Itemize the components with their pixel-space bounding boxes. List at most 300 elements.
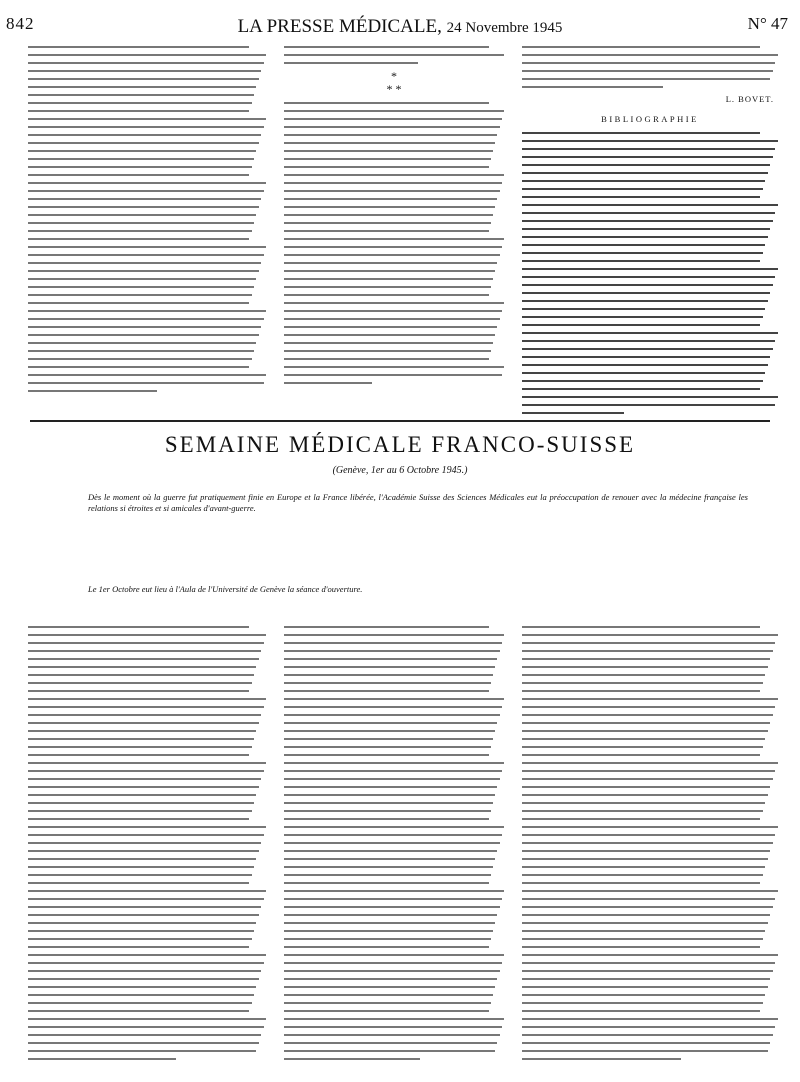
- text-line: [28, 802, 254, 804]
- text-line: [28, 834, 264, 836]
- text-line: [284, 682, 491, 684]
- text-line: [522, 284, 773, 286]
- text-line: [522, 212, 775, 214]
- section-rule: [30, 420, 770, 422]
- bibliography-heading: BIBLIOGRAPHIE: [601, 114, 699, 124]
- text-line: [28, 842, 261, 844]
- text-line: [28, 682, 252, 684]
- text-line: [522, 332, 778, 334]
- text-line: [28, 914, 259, 916]
- text-line: [284, 310, 502, 312]
- text-line: [522, 922, 768, 924]
- text-line: [284, 1002, 491, 1004]
- text-line: [28, 866, 254, 868]
- text-line: [522, 164, 770, 166]
- text-line: [522, 690, 760, 692]
- text-line: [522, 818, 760, 820]
- text-line: [284, 778, 500, 780]
- text-line: [522, 180, 765, 182]
- text-line: [522, 196, 760, 198]
- text-line: [522, 802, 765, 804]
- text-line: [284, 254, 500, 256]
- text-line: [284, 46, 489, 48]
- text-line: [284, 350, 491, 352]
- text-line: [28, 794, 256, 796]
- text-line: [284, 214, 493, 216]
- text-line: [28, 318, 264, 320]
- text-line: [522, 388, 760, 390]
- text-line: [522, 986, 768, 988]
- text-line: [522, 236, 768, 238]
- text-line: [522, 260, 760, 262]
- text-line: [28, 222, 254, 224]
- text-line: [28, 754, 249, 756]
- text-line: [28, 850, 259, 852]
- text-line: [284, 222, 491, 224]
- text-line: [28, 634, 266, 636]
- text-line: [28, 962, 264, 964]
- text-line: [522, 228, 770, 230]
- text-line: [28, 770, 264, 772]
- text-line: [28, 1010, 249, 1012]
- text-line: [284, 666, 495, 668]
- text-line: [28, 658, 259, 660]
- text-line: [522, 268, 778, 270]
- text-line: [284, 642, 502, 644]
- text-line: [284, 1010, 489, 1012]
- text-line: [28, 722, 259, 724]
- text-line: [522, 762, 778, 764]
- text-line: [284, 986, 495, 988]
- text-line: [284, 866, 493, 868]
- article-column-1: [28, 46, 266, 398]
- text-line: [522, 666, 768, 668]
- text-line: [522, 292, 770, 294]
- text-line: [28, 778, 261, 780]
- text-line: [284, 858, 495, 860]
- text-line: [284, 714, 500, 716]
- text-line: [284, 898, 502, 900]
- text-line: [522, 946, 760, 948]
- text-line: [28, 642, 264, 644]
- text-line: [522, 634, 778, 636]
- text-line: [522, 698, 778, 700]
- text-line: [522, 962, 775, 964]
- text-line: [28, 190, 264, 192]
- text-line: [28, 214, 256, 216]
- text-line: [284, 382, 372, 384]
- text-line: [28, 310, 266, 312]
- text-line: [522, 722, 770, 724]
- text-line: [522, 1050, 768, 1052]
- text-line: [28, 762, 266, 764]
- text-line: [28, 674, 254, 676]
- text-line: [284, 970, 500, 972]
- text-line: [284, 342, 493, 344]
- text-line: [28, 174, 249, 176]
- text-line: [522, 364, 768, 366]
- text-line: [28, 922, 256, 924]
- text-line: [522, 1002, 763, 1004]
- text-line: [522, 738, 765, 740]
- text-line: [28, 246, 266, 248]
- text-line: [522, 62, 775, 64]
- text-line: [284, 754, 489, 756]
- text-line: [284, 954, 504, 956]
- text-line: [28, 78, 259, 80]
- text-line: [28, 198, 261, 200]
- text-line: [522, 380, 763, 382]
- text-line: [284, 850, 497, 852]
- text-line: [28, 230, 252, 232]
- text-line: [28, 818, 249, 820]
- text-line: [284, 1058, 420, 1060]
- text-line: [284, 818, 489, 820]
- section-title: SEMAINE MÉDICALE FRANCO-SUISSE: [164, 432, 636, 457]
- text-line: [522, 674, 765, 676]
- text-line: [284, 286, 491, 288]
- text-line: [28, 954, 266, 956]
- text-line: [28, 986, 256, 988]
- text-line: [284, 842, 500, 844]
- text-line: [522, 954, 778, 956]
- issue-date: 24 Novembre 1945: [446, 20, 563, 36]
- text-line: [522, 132, 760, 134]
- text-line: [522, 714, 773, 716]
- text-line: [522, 348, 773, 350]
- journal-name: LA PRESSE MÉDICALE,: [237, 16, 442, 37]
- text-line: [522, 340, 775, 342]
- text-line: [284, 278, 493, 280]
- text-line: [522, 970, 773, 972]
- text-line: [522, 372, 765, 374]
- text-line: [522, 276, 775, 278]
- text-line: [28, 650, 261, 652]
- text-line: [522, 914, 770, 916]
- text-line: [284, 722, 497, 724]
- text-line: [284, 1050, 495, 1052]
- opening-paragraph: Le 1er Octobre eut lieu à l'Aula de l'Université de Genève la séance d'ouverture.: [88, 584, 363, 594]
- text-line: [284, 182, 502, 184]
- text-line: [522, 148, 775, 150]
- text-line: [28, 70, 261, 72]
- text-line: [522, 890, 778, 892]
- text-line: [284, 294, 489, 296]
- text-line: [284, 698, 504, 700]
- text-line: [522, 906, 773, 908]
- text-line: [522, 46, 760, 48]
- text-line: [28, 946, 249, 948]
- text-line: [28, 350, 254, 352]
- text-line: [284, 150, 493, 152]
- text-line: [522, 730, 768, 732]
- text-line: [522, 1026, 775, 1028]
- text-line: [284, 126, 500, 128]
- text-line: [284, 946, 489, 948]
- text-line: [284, 874, 491, 876]
- text-line: [522, 188, 763, 190]
- text-line: [28, 86, 256, 88]
- text-line: [284, 270, 495, 272]
- text-line: [28, 978, 259, 980]
- text-line: [28, 334, 259, 336]
- text-line: [284, 366, 504, 368]
- text-line: [284, 738, 493, 740]
- text-line: [28, 1002, 252, 1004]
- text-line: [522, 898, 775, 900]
- text-line: [522, 204, 778, 206]
- text-line: [284, 914, 497, 916]
- text-line: [28, 46, 249, 48]
- text-line: [28, 858, 256, 860]
- text-line: [28, 326, 261, 328]
- text-line: [522, 172, 768, 174]
- text-line: [284, 706, 502, 708]
- text-line: [284, 326, 497, 328]
- text-line: [28, 898, 264, 900]
- text-line: [28, 158, 254, 160]
- text-line: [28, 994, 254, 996]
- text-line: [522, 882, 760, 884]
- text-line: [522, 770, 775, 772]
- text-line: [522, 140, 778, 142]
- text-line: [522, 810, 763, 812]
- text-line: [28, 1026, 264, 1028]
- text-line: [284, 142, 495, 144]
- report-column-3: [522, 626, 778, 1066]
- text-line: [28, 342, 256, 344]
- text-line: [284, 62, 418, 64]
- text-line: [28, 786, 259, 788]
- text-line: [284, 158, 491, 160]
- text-line: [284, 826, 504, 828]
- text-line: [28, 150, 256, 152]
- text-line: [522, 786, 770, 788]
- text-line: [284, 1042, 497, 1044]
- text-line: [522, 324, 760, 326]
- text-line: [28, 730, 256, 732]
- text-line: [28, 890, 266, 892]
- text-line: [28, 278, 256, 280]
- text-line: [522, 244, 765, 246]
- page-number: 842: [6, 14, 35, 33]
- text-line: [284, 54, 504, 56]
- text-line: [284, 786, 497, 788]
- text-line: [28, 366, 249, 368]
- text-line: [284, 658, 497, 660]
- text-line: [522, 396, 778, 398]
- text-line: [284, 358, 489, 360]
- text-line: [522, 356, 770, 358]
- text-line: [522, 938, 763, 940]
- text-line: [28, 382, 264, 384]
- text-line: [522, 404, 775, 406]
- text-line: [28, 746, 252, 748]
- text-line: [284, 890, 504, 892]
- text-line: [522, 746, 763, 748]
- text-line: [28, 1042, 259, 1044]
- text-line: [284, 770, 502, 772]
- text-line: [284, 834, 502, 836]
- text-line: [284, 746, 491, 748]
- text-line: [522, 1010, 760, 1012]
- text-line: [28, 110, 249, 112]
- text-line: [284, 318, 500, 320]
- text-line: [28, 810, 252, 812]
- text-line: [28, 182, 266, 184]
- text-line: [284, 730, 495, 732]
- text-line: [284, 938, 491, 940]
- text-line: [28, 134, 261, 136]
- text-line: [28, 294, 252, 296]
- text-line: [522, 794, 768, 796]
- intro-paragraph: Dès le moment où la guerre fut pratiquement finie en Europe et la France libérée, l'Académie Suisse des Sciences Médicales eut la préoccupation de renouer avec la médecine française les relations si étroites et si amicales d'avant-guerre.: [88, 492, 748, 513]
- text-line: [284, 810, 491, 812]
- text-line: [522, 850, 770, 852]
- text-line: [284, 230, 489, 232]
- text-line: [28, 206, 259, 208]
- text-line: [284, 302, 504, 304]
- text-line: [28, 626, 249, 628]
- text-line: [522, 1058, 681, 1060]
- text-line: [284, 930, 493, 932]
- article-column-2: [284, 46, 504, 390]
- text-line: [28, 1058, 176, 1060]
- text-line: [28, 1018, 266, 1020]
- text-line: [522, 316, 763, 318]
- text-line: [522, 412, 624, 414]
- text-line: [28, 94, 254, 96]
- text-line: [284, 626, 489, 628]
- text-line: [28, 262, 261, 264]
- text-line: [284, 174, 504, 176]
- text-line: [28, 302, 249, 304]
- text-line: [522, 754, 760, 756]
- text-line: [522, 78, 770, 80]
- text-line: [522, 682, 763, 684]
- text-line: [522, 252, 763, 254]
- text-line: [28, 826, 266, 828]
- text-line: [284, 962, 502, 964]
- text-line: [522, 626, 760, 628]
- text-line: [28, 118, 266, 120]
- text-line: [522, 220, 773, 222]
- text-line: [284, 102, 489, 104]
- text-line: [28, 102, 252, 104]
- text-line: [522, 1018, 778, 1020]
- text-line: [284, 110, 504, 112]
- text-line: [28, 254, 264, 256]
- text-line: [284, 206, 495, 208]
- text-line: [522, 778, 773, 780]
- text-line: [284, 334, 495, 336]
- text-line: [522, 642, 775, 644]
- text-line: [28, 286, 254, 288]
- text-line: [284, 674, 493, 676]
- text-line: [284, 134, 497, 136]
- text-line: [28, 374, 266, 376]
- text-line: [284, 794, 495, 796]
- text-line: [28, 706, 264, 708]
- text-line: [522, 156, 773, 158]
- bibliography-column: [522, 46, 778, 420]
- text-line: [284, 190, 500, 192]
- text-line: [28, 390, 157, 392]
- text-line: [28, 126, 264, 128]
- text-line: [284, 922, 495, 924]
- text-line: [522, 842, 773, 844]
- text-line: [522, 86, 663, 88]
- text-line: [284, 802, 493, 804]
- text-line: [28, 938, 252, 940]
- text-line: [522, 54, 778, 56]
- text-line: [284, 634, 504, 636]
- text-line: [284, 762, 504, 764]
- text-line: [28, 690, 249, 692]
- text-line: [28, 238, 249, 240]
- text-line: [28, 270, 259, 272]
- text-line: [522, 70, 773, 72]
- text-line: [522, 650, 773, 652]
- text-line: [28, 738, 254, 740]
- text-line: [522, 866, 765, 868]
- text-line: [284, 374, 502, 376]
- separator-asterisks: * * *: [386, 69, 402, 96]
- text-line: [28, 142, 259, 144]
- text-line: [284, 690, 489, 692]
- text-line: [28, 906, 261, 908]
- text-line: [522, 308, 765, 310]
- running-header: [0, 16, 800, 38]
- text-line: [28, 54, 266, 56]
- text-line: [284, 650, 500, 652]
- text-line: [522, 706, 775, 708]
- text-line: [522, 300, 768, 302]
- text-line: [28, 970, 261, 972]
- text-line: [28, 874, 252, 876]
- text-line: [28, 930, 254, 932]
- text-line: [28, 62, 264, 64]
- text-line: [284, 246, 502, 248]
- text-line: [284, 994, 493, 996]
- text-line: [522, 826, 778, 828]
- text-line: [284, 882, 489, 884]
- text-line: [284, 1018, 504, 1020]
- text-line: [284, 262, 497, 264]
- text-line: [284, 906, 500, 908]
- text-line: [28, 1034, 261, 1036]
- text-line: [28, 1050, 256, 1052]
- text-line: [522, 994, 765, 996]
- text-line: [28, 698, 266, 700]
- text-line: [522, 858, 768, 860]
- text-line: [284, 238, 504, 240]
- text-line: [522, 978, 770, 980]
- report-column-2: [284, 626, 504, 1066]
- section-subtitle: (Genève, 1er au 6 Octobre 1945.): [332, 465, 468, 476]
- author-signature: L. BOVET.: [725, 94, 774, 104]
- text-line: [284, 1034, 500, 1036]
- text-line: [522, 658, 770, 660]
- text-line: [522, 874, 763, 876]
- text-line: [284, 166, 489, 168]
- text-line: [284, 198, 497, 200]
- text-line: [522, 1042, 770, 1044]
- text-line: [284, 978, 497, 980]
- text-line: [522, 1034, 773, 1036]
- text-line: [522, 930, 765, 932]
- text-line: [284, 118, 502, 120]
